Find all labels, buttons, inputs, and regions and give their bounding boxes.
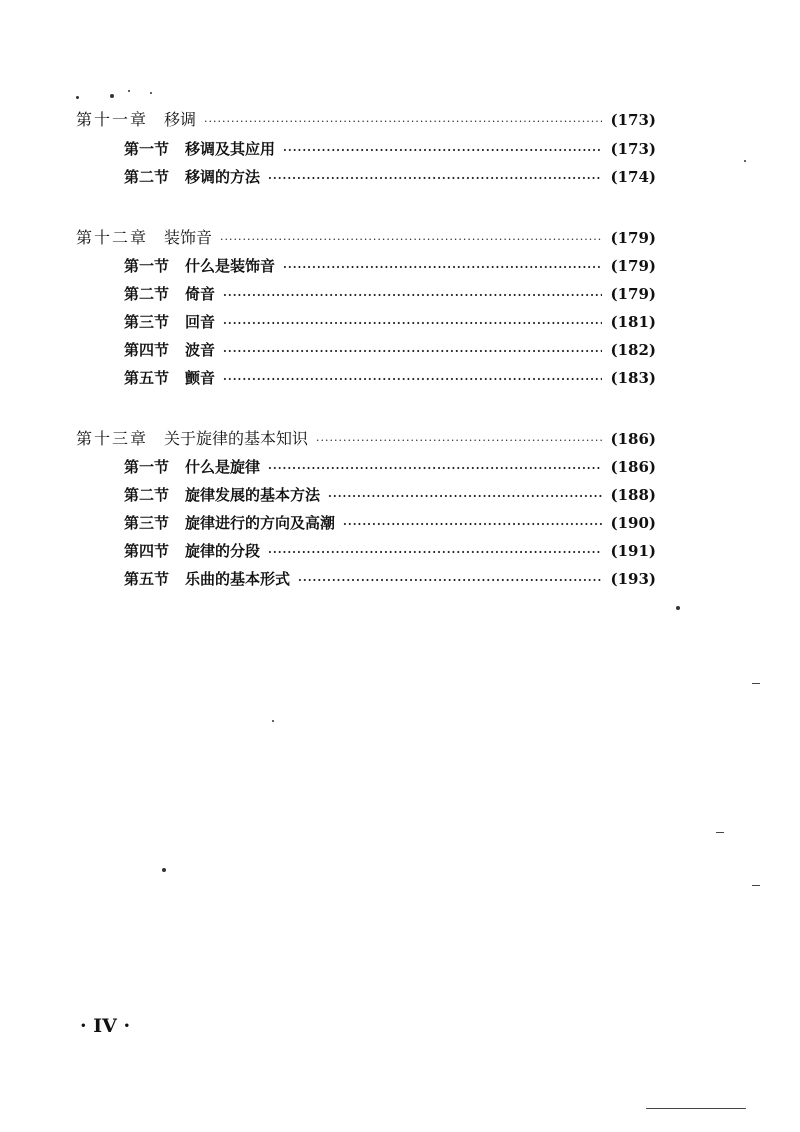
toc-chapter-entry [76, 108, 656, 132]
dot-leader [268, 457, 602, 481]
dot-leader [328, 485, 602, 509]
dot-leader [298, 569, 602, 593]
section-number: 第一节 [124, 257, 170, 275]
toc-section-entry [124, 165, 656, 189]
dot-leader [223, 368, 602, 392]
page-number: (182) [610, 341, 656, 359]
chapter-title: 装饰音 [164, 228, 213, 247]
page-number: (181) [610, 313, 656, 331]
toc-section-entry [124, 338, 656, 362]
section-title: 回音 [185, 313, 216, 331]
section-title: 旋律的分段 [185, 542, 261, 560]
section-title: 旋律发展的基本方法 [185, 486, 321, 504]
dot-leader [283, 256, 602, 280]
page-number: (173) [610, 140, 656, 158]
page-folio: · IV · [80, 1015, 131, 1037]
chapter-number: 第十一章 [76, 110, 149, 129]
section-title: 波音 [185, 341, 216, 359]
section-number: 第三节 [124, 514, 170, 532]
toc-section-entry [124, 254, 656, 278]
section-title: 乐曲的基本形式 [185, 570, 291, 588]
chapter-number: 第十二章 [76, 228, 149, 247]
toc-section-entry [124, 539, 656, 563]
dot-leader [343, 513, 602, 537]
scan-speck [128, 90, 130, 92]
section-title: 移调及其应用 [185, 140, 276, 158]
section-title: 移调的方法 [185, 168, 261, 186]
section-number: 第四节 [124, 542, 170, 560]
section-number: 第五节 [124, 570, 170, 588]
toc-section-entry [124, 137, 656, 161]
scan-speck [76, 96, 79, 99]
dot-leader [268, 167, 602, 191]
dot-leader [268, 541, 602, 565]
toc-section-entry [124, 511, 656, 535]
chapter-number: 第十三章 [76, 429, 149, 448]
toc-chapter-entry [76, 427, 656, 451]
scan-speck [676, 606, 680, 610]
toc-section-entry [124, 455, 656, 479]
section-number: 第三节 [124, 313, 170, 331]
page-number: (188) [610, 486, 656, 504]
section-title: 什么是旋律 [185, 458, 261, 476]
scan-speck [744, 160, 746, 162]
dot-leader [204, 110, 602, 134]
scan-mark [752, 683, 760, 684]
page-number: (186) [610, 458, 656, 476]
page-number: (191) [610, 542, 656, 560]
chapter-title: 关于旋律的基本知识 [164, 429, 309, 448]
section-number: 第二节 [124, 486, 170, 504]
section-title: 颤音 [185, 369, 216, 387]
page-number: (193) [610, 570, 656, 588]
dot-leader [223, 284, 602, 308]
chapter-title: 移调 [164, 110, 197, 129]
scan-mark [752, 885, 760, 886]
scan-speck [162, 868, 166, 872]
toc-section-entry [124, 282, 656, 306]
page-number: (179) [610, 257, 656, 275]
page-number: (174) [610, 168, 656, 186]
dot-leader [316, 429, 602, 453]
scan-mark [716, 832, 724, 833]
toc-chapter-entry [76, 226, 656, 250]
scan-speck [150, 92, 152, 94]
page-number: (190) [610, 514, 656, 532]
toc-section-entry [124, 567, 656, 591]
page-number: (179) [610, 285, 656, 303]
page-number: (186) [610, 430, 656, 448]
section-title: 什么是装饰音 [185, 257, 276, 275]
dot-leader [220, 228, 602, 252]
page-number: (179) [610, 229, 656, 247]
toc-section-entry [124, 366, 656, 390]
section-number: 第五节 [124, 369, 170, 387]
page-number: (173) [610, 111, 656, 129]
dot-leader [223, 312, 602, 336]
scan-speck [110, 94, 114, 98]
section-number: 第二节 [124, 285, 170, 303]
section-title: 旋律进行的方向及高潮 [185, 514, 336, 532]
scan-speck [272, 720, 274, 722]
dot-leader [223, 340, 602, 364]
section-number: 第一节 [124, 140, 170, 158]
section-title: 倚音 [185, 285, 216, 303]
section-number: 第四节 [124, 341, 170, 359]
page-number: (183) [610, 369, 656, 387]
section-number: 第一节 [124, 458, 170, 476]
scan-mark [646, 1108, 746, 1109]
dot-leader [283, 139, 602, 163]
section-number: 第二节 [124, 168, 170, 186]
toc-section-entry [124, 483, 656, 507]
toc-section-entry [124, 310, 656, 334]
